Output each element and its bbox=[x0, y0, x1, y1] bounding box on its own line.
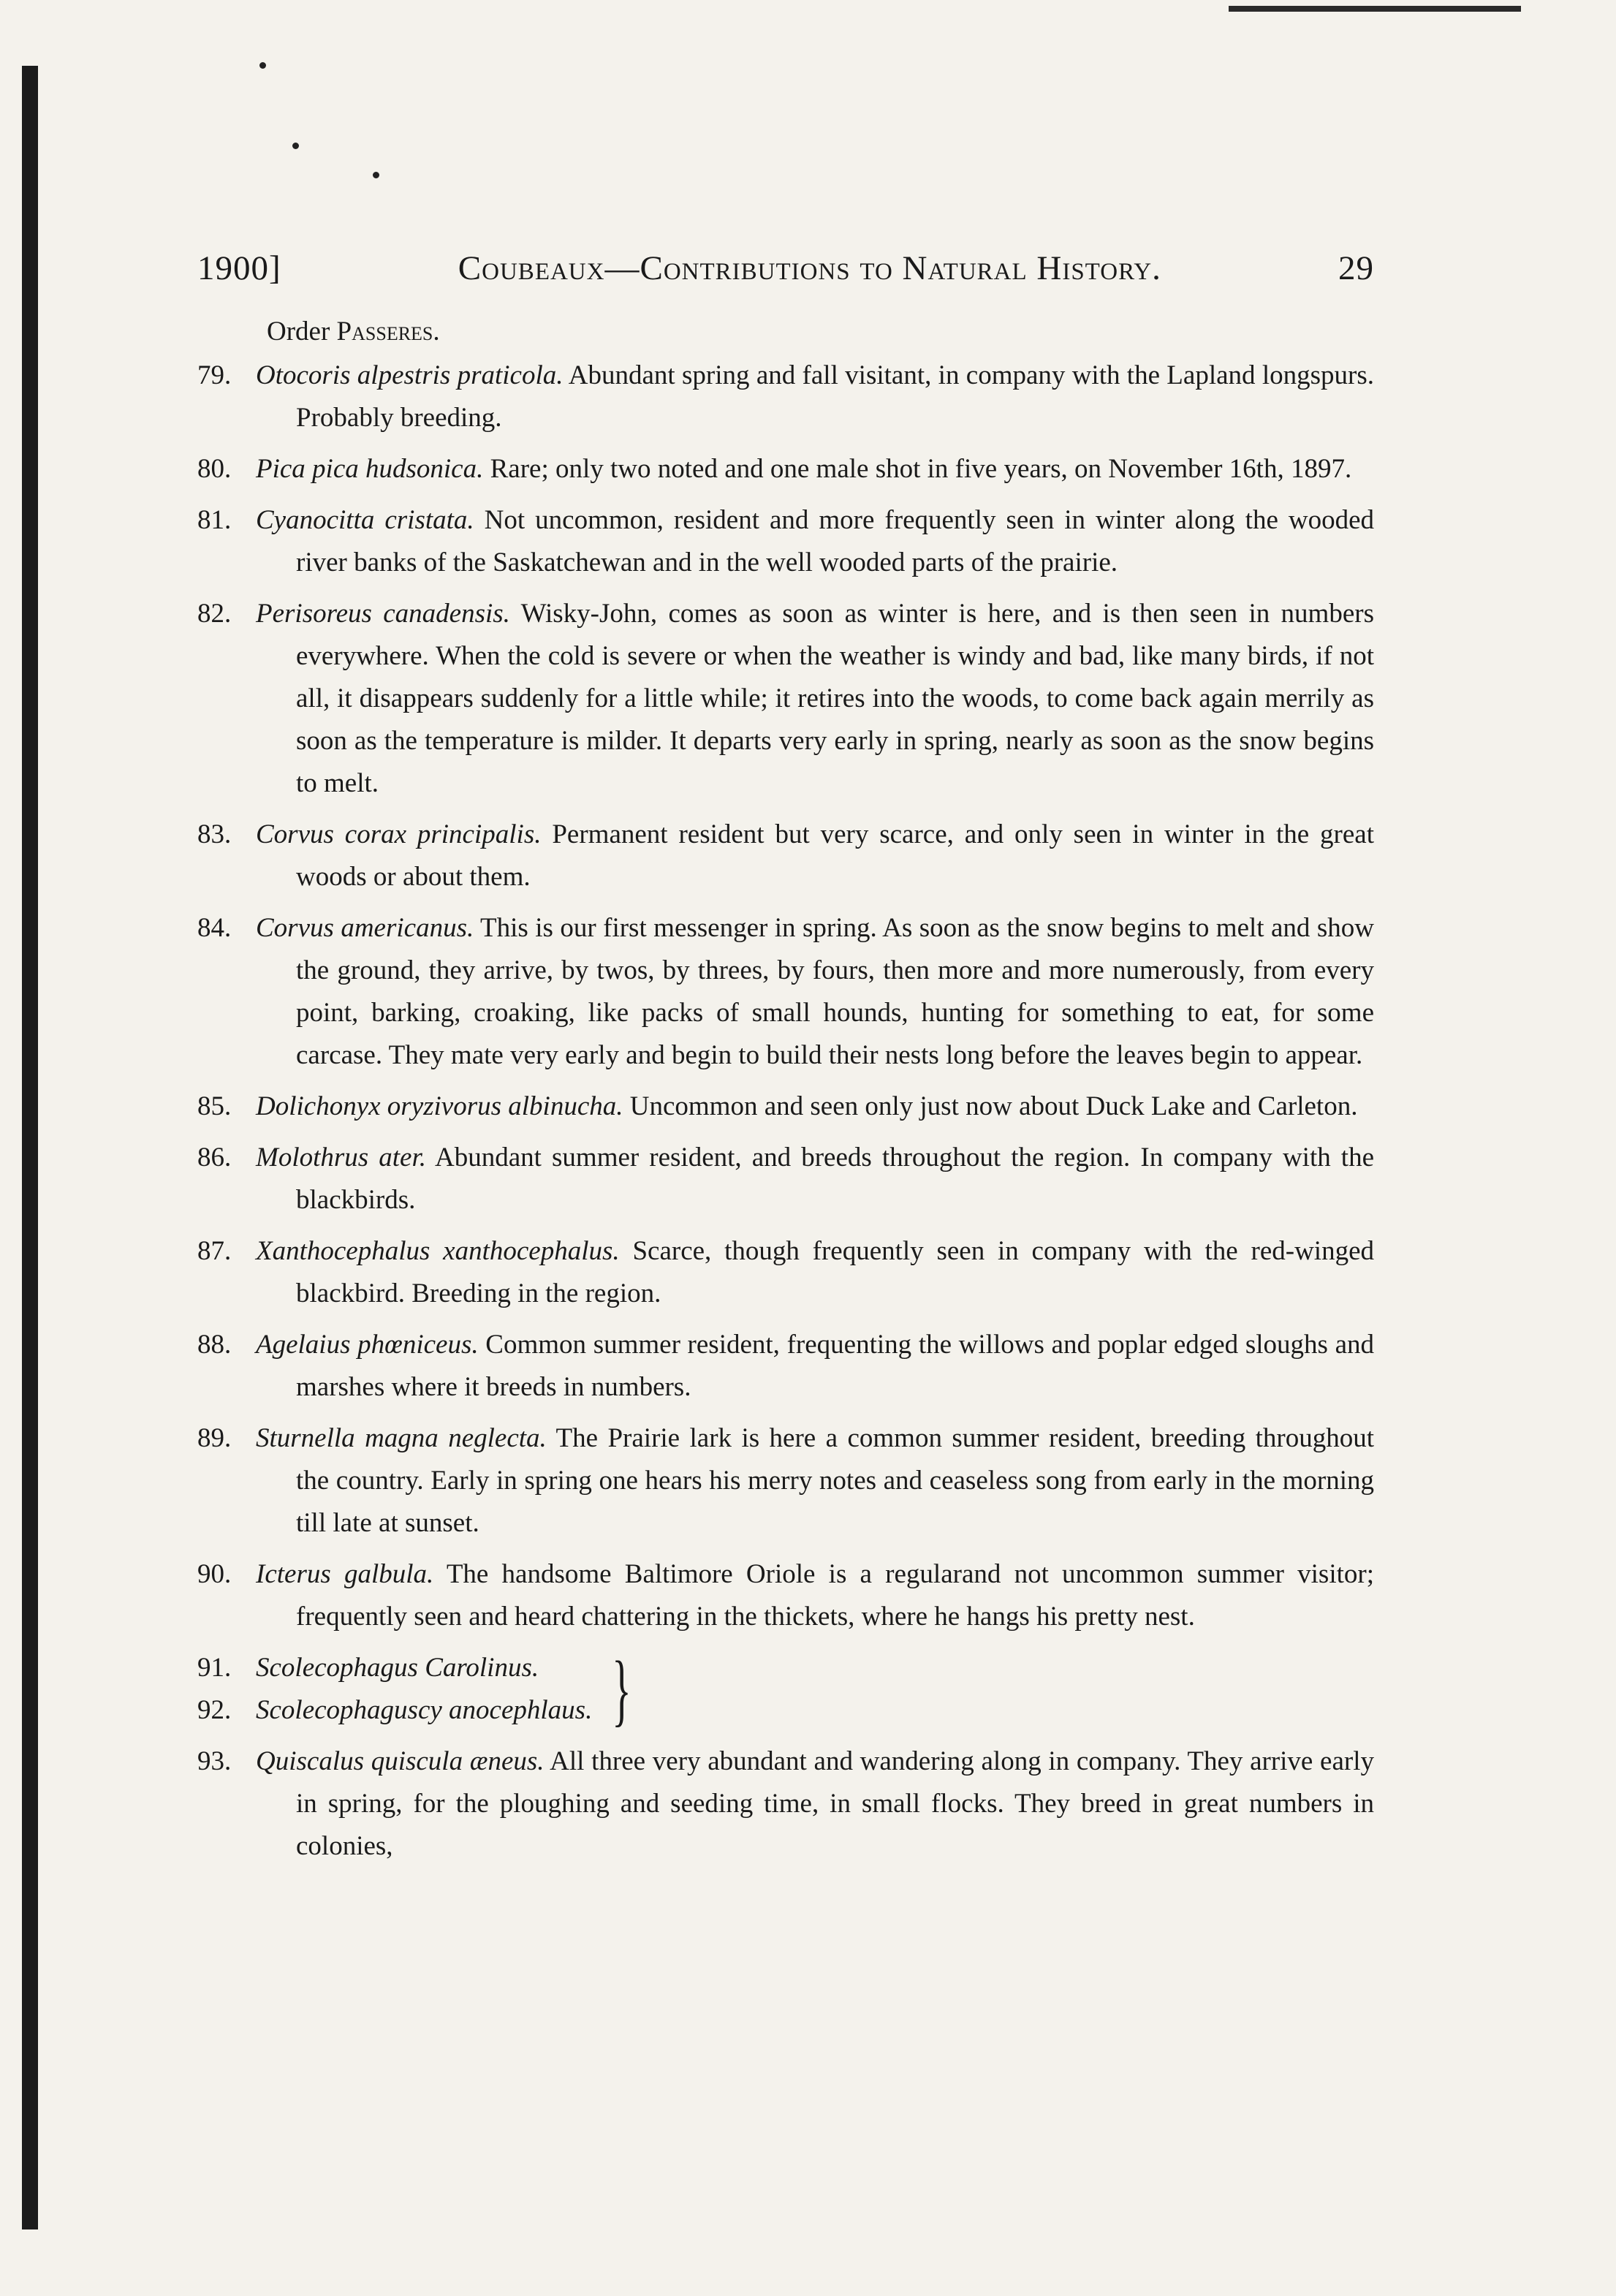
species-entry bbox=[197, 1086, 1374, 1128]
entry-text: The handsome Baltimore Oriole is a regularand not uncommon summer visitor; frequently seen and heard chattering in the thickets, where he hangs his pretty nest. bbox=[296, 1559, 1374, 1632]
species-name: Corvus corax principalis. bbox=[256, 819, 542, 849]
entry-text: All three very abundant and wandering along in company. They arrive early in spring, for the ploughing and seeding time, in small flocks. They breed in great numbers in colonies, bbox=[296, 1746, 1374, 1861]
species-entry bbox=[197, 499, 1374, 584]
species-entry bbox=[197, 814, 1374, 898]
species-name: Perisoreus canadensis. bbox=[256, 599, 510, 629]
paired-entries bbox=[197, 1647, 1374, 1732]
entry-text: This is our first messenger in spring. As soon as the snow begins to melt and show the ground, they arrive, by twos, by threes, by fours, then more and more numerously, from every point, barking, croaking, like packs of small hounds, hunting for something to eat, for some carcase. They mate very early and begin to build their nests long before the leaves begin to appear. bbox=[296, 913, 1374, 1070]
entry-text: Wisky-John, comes as soon as winter is here, and is then seen in numbers everywhere. When the cold is severe or when the weather is windy and bad, like many birds, if not all, it disappears suddenly for a little while; it retires into the woods, to come back again merrily as soon as the temperature is milder. It departs very early in spring, nearly as soon as the snow begins to melt. bbox=[296, 599, 1374, 798]
entry-number: 83. bbox=[197, 819, 232, 849]
species-name: Dolichonyx oryzivorus albinucha. bbox=[256, 1091, 623, 1121]
scan-edge-left bbox=[22, 66, 38, 2229]
scan-speck bbox=[292, 143, 299, 149]
entry-number: 84. bbox=[197, 913, 232, 943]
entry-number: 82. bbox=[197, 599, 232, 629]
entry-text: Abundant summer resident, and breeds throughout the region. In company with the blackbirds. bbox=[296, 1143, 1374, 1215]
species-name: Icterus galbula. bbox=[256, 1559, 434, 1589]
brace-icon: } bbox=[612, 1645, 631, 1734]
header-year: 1900] bbox=[197, 249, 281, 287]
species-entry bbox=[197, 1137, 1374, 1221]
entry-number: 92. bbox=[197, 1695, 232, 1725]
entry-number: 85. bbox=[197, 1091, 232, 1121]
entry-text: Rare; only two noted and one male shot in five years, on November 16th, 1897. bbox=[490, 454, 1352, 484]
species-entry bbox=[197, 1647, 592, 1689]
species-name: Agelaius phœniceus. bbox=[256, 1330, 479, 1360]
scan-speck bbox=[373, 172, 379, 178]
species-name: Cyanocitta cristata. bbox=[256, 505, 474, 535]
entry-text: Abundant spring and fall visitant, in company with the Lapland longspurs. Probably breeding. bbox=[296, 360, 1374, 433]
entry-text: Not uncommon, resident and more frequently seen in winter along the wooded river banks of the Saskatchewan and in the well wooded parts of the prairie. bbox=[296, 505, 1374, 577]
scan-edge-top bbox=[1229, 6, 1521, 12]
species-entry bbox=[197, 355, 1374, 439]
entry-number: 93. bbox=[197, 1746, 232, 1776]
entry-number: 87. bbox=[197, 1236, 232, 1266]
species-entry bbox=[197, 1230, 1374, 1315]
species-name: Otocoris alpestris praticola. bbox=[256, 360, 564, 390]
species-entry bbox=[197, 448, 1374, 490]
species-entry bbox=[197, 1740, 1374, 1868]
species-name: Sturnella magna neglecta. bbox=[256, 1423, 547, 1453]
entry-text: Uncommon and seen only just now about Duck Lake and Carleton. bbox=[629, 1091, 1358, 1121]
entry-number: 89. bbox=[197, 1423, 232, 1453]
entry-text: Permanent resident but very scarce, and only seen in winter in the great woods or about them. bbox=[296, 819, 1375, 892]
header-page-number: 29 bbox=[1338, 249, 1374, 287]
species-name: Pica pica hudsonica. bbox=[256, 454, 484, 484]
entry-number: 86. bbox=[197, 1143, 232, 1172]
document-page bbox=[197, 249, 1374, 1876]
entry-text: The Prairie lark is here a common summer resident, breeding throughout the country. Early in spring one hears his merry notes and ceaseless song from early in the morning till late at sunset. bbox=[296, 1423, 1374, 1538]
entry-number: 80. bbox=[197, 454, 232, 484]
entry-text: Common summer resident, frequenting the willows and poplar edged sloughs and marshes where it breeds in numbers. bbox=[296, 1330, 1374, 1402]
species-entry bbox=[197, 1324, 1374, 1409]
species-name: Corvus americanus. bbox=[256, 913, 474, 943]
species-entry bbox=[197, 1417, 1374, 1545]
species-entry bbox=[197, 593, 1374, 805]
entry-number: 81. bbox=[197, 505, 232, 535]
running-header bbox=[197, 249, 1374, 288]
entry-number: 79. bbox=[197, 360, 232, 390]
header-title: Coubeaux—Contributions to Natural History. bbox=[458, 249, 1161, 287]
species-entry bbox=[197, 1689, 592, 1732]
entry-text: Scarce, though frequently seen in company with the red-winged blackbird. Breeding in the region. bbox=[296, 1236, 1374, 1308]
entry-number: 88. bbox=[197, 1330, 232, 1360]
order-heading: Order Passeres. bbox=[267, 317, 440, 346]
species-name: Quiscalus quiscula æneus. bbox=[256, 1746, 545, 1776]
species-entry bbox=[197, 1553, 1374, 1638]
species-name: Scolecophagus Carolinus. bbox=[256, 1653, 539, 1683]
species-name: Scolecophaguscy anocephlaus. bbox=[256, 1695, 593, 1725]
entry-number: 90. bbox=[197, 1559, 232, 1589]
entry-number: 91. bbox=[197, 1653, 232, 1683]
species-name: Molothrus ater. bbox=[256, 1143, 426, 1172]
species-name: Xanthocephalus xanthocephalus. bbox=[256, 1236, 620, 1266]
scan-speck bbox=[259, 62, 266, 69]
species-entry bbox=[197, 907, 1374, 1077]
